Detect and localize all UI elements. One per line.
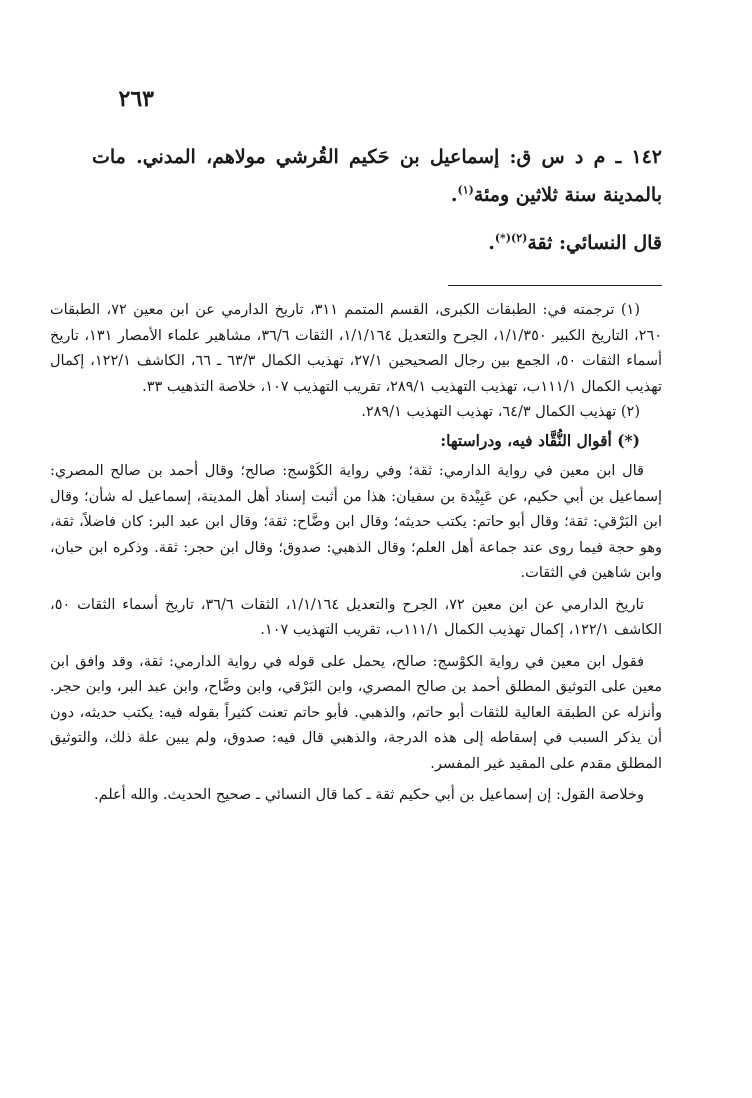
- critics-section-title: (*) أقوال النُّقَّاد فيه، ودراستها:: [440, 430, 640, 450]
- entry-heading-text: ١٤٢ ـ م د س ق: إسماعيل بن حَكيم القُرشي مولاهم، المدني. مات بالمدينة سنة ثلاثين ومئة: [92, 146, 662, 206]
- critics-paragraph-3: فقول ابن معين في رواية الكوْسج: صالح، يحمل على قوله في رواية الدارمي: ثقة، وقد وافق ابن معين على التوثيق المطلق أحمد بن صالح المصري، وابن البَرْقي، وابن وضَّاح، وابن عبد البر، وابن حجر. وأنزله عن الطبقة العالية للثقات أبو حاتم، والذهبي. فأبو حاتم تعنت كثيراً بقوله فيه: يكتب حديثه، دون أن يذكر السبب في إسقاطه إلى هذه الدرجة، والذهبي قال فيه: صدوق، ولم يبين علة ذلك، والتوثيق المطلق مقدم على المقيد غير المفسر.: [50, 653, 662, 772]
- critics-paragraph-4: وخلاصة القول: إن إسماعيل بن أبي حكيم ثقة ـ كما قال النسائي ـ صحيح الحديث. والله أعلم.: [93, 787, 644, 803]
- footnote-divider: [448, 285, 662, 286]
- critics-paragraph-2: تاريخ الدارمي عن ابن معين ٧٢، الجرح والتعديل ١/١/١٦٤، الثقات ٣٦/٦، تاريخ أسماء الثقات ٥٠، الكاشف ١٢٢/١، إكمال تهذيب الكمال ١١١/١ب، تقريب التهذيب ١٠٧.: [50, 596, 662, 638]
- footnotes-section: [50, 298, 662, 809]
- page-number: ٢٦٣: [118, 86, 154, 112]
- critics-paragraph-1: قال ابن معين في رواية الدارمي: ثقة؛ وفي رواية الكَوْسج: صالح؛ وقال أحمد بن صالح المصري: إسماعيل بن أبي حكيم، عن عَبِيْدة بن سفيان: هذا من أثبت إسناد أهل المدينة، إسماعيل له شأن؛ وقال ابن البَرْقي: ثقة؛ وقال أبو حاتم: يكتب حديثه؛ وقال ابن وضَّاح: ثقة؛ وقال ابن عبد البر: كان فاضلاً، ثقة، وهو حجة فيما روى عند جماعة أهل العلم؛ وقال الذهبي: صدوق؛ وقال ابن حجر: ثقة. وذكره ابن حبان، وابن شاهين في الثقات.: [50, 463, 662, 581]
- footnote-1: (١) ترجمته في: الطبقات الكبرى، القسم المتمم ٣١١، تاريخ الدارمي عن ابن معين ٧٢، الطبقات ٢٦٠، التاريخ الكبير ١/١/٣٥٠، الجرح والتعديل ١/١/١٦٤، الثقات ٣٦/٦، مشاهير علماء الأمصار ١٣١، تاريخ أسماء الثقات ٥٠، الجمع بين رجال الصحيحين ٢٧/١، تهذيب الكمال ٦٣/٣ ـ ٦٦، الكاشف ١٢٢/١، إكمال تهذيب الكمال ١١١/١ب، تهذيب التهذيب ٢٨٩/١، تقريب التهذيب ١٠٧، خلاصة التذهيب ٣٣.: [50, 302, 663, 395]
- footnote-2: (٢) تهذيب الكمال ٦٤/٣، تهذيب التهذيب ٢٨٩/١.: [361, 404, 640, 420]
- narrator-entry: [92, 138, 662, 262]
- nasai-verdict: قال النسائي: ثقة$^{(٢)(*)}$.: [488, 231, 662, 254]
- footnote-ref-1[interactable]: (١): [457, 183, 474, 197]
- entry-heading: ١٤٢ ـ م د س ق: إسماعيل بن حَكيم القُرشي مولاهم، المدني. مات بالمدينة سنة ثلاثين ومئة$^{(١)}$.: [92, 146, 662, 206]
- footnote-ref-2[interactable]: (٢)(*): [494, 231, 528, 245]
- nasai-verdict-text: قال النسائي: ثقة: [527, 232, 662, 254]
